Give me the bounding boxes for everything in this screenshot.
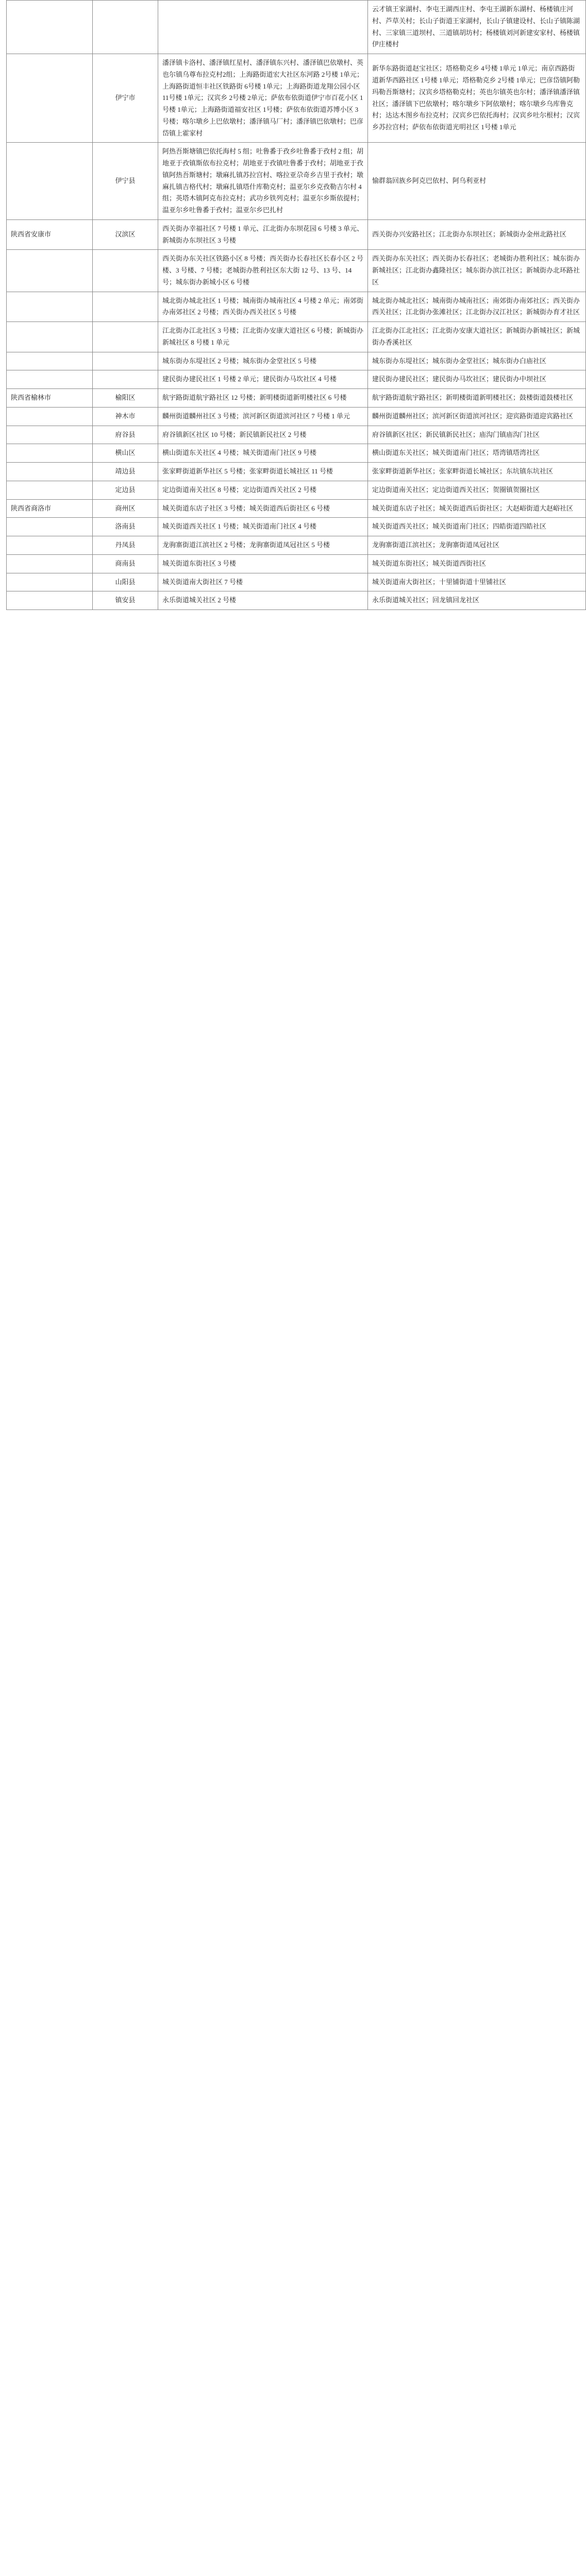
high-risk-cell: 城北街办城北社区 1 号楼；城南街办城南社区 4 号楼 2 单元；南郊街办南郊社区 2 号楼；西关街办西关社区 5 号楼 [158, 292, 368, 322]
county-cell: 汉滨区 [93, 219, 158, 250]
mid-risk-cell: 永乐街道城关社区；回龙镇回龙社区 [368, 591, 586, 610]
county-cell [93, 352, 158, 370]
county-cell: 山阳县 [93, 573, 158, 591]
region-cell [7, 322, 93, 352]
mid-risk-cell: 城关街道东店子社区；城关街道西后街社区；大赵峪街道大赵峪社区 [368, 499, 586, 518]
county-cell: 商州区 [93, 499, 158, 518]
high-risk-cell: 横山街道东关社区 4 号楼；城关街道南门社区 9 号楼 [158, 444, 368, 463]
risk-area-table [6, 0, 586, 610]
mid-risk-cell: 西关街办东关社区；西关街办长春社区；老城街办胜利社区；城东街办新城社区；江北街办鑫隆社区；城东街办滨江社区；新城街办北环路社区 [368, 250, 586, 292]
mid-risk-cell: 建民街办建民社区；建民街办马坎社区；建民街办中坝社区 [368, 370, 586, 389]
high-risk-cell: 龙驹寨街道江滨社区 2 号楼；龙驹寨街道凤冠社区 5 号楼 [158, 536, 368, 555]
mid-risk-cell: 张家畔街道新华社区；张家畔街道长城社区；东坑镇东坑社区 [368, 463, 586, 481]
county-cell [93, 250, 158, 292]
mid-risk-cell: 城北街办城北社区；城南街办城南社区；南郊街办南郊社区；西关街办西关社区；江北街办张滩社区；江北街办汉江社区；新城街办育才社区 [368, 292, 586, 322]
high-risk-cell: 府谷镇新区社区 10 号楼；新民镇新民社区 2 号楼 [158, 426, 368, 444]
mid-risk-cell: 江北街办江北社区；江北街办安康大道社区；新城街办新城社区；新城街办香溪社区 [368, 322, 586, 352]
high-risk-cell: 城关街道东街社区 3 号楼 [158, 554, 368, 573]
table-row [7, 444, 586, 463]
county-cell [93, 322, 158, 352]
mid-risk-cell: 城东街办东堤社区；城东街办金堂社区；城东街办白庙社区 [368, 352, 586, 370]
region-cell [7, 407, 93, 426]
region-cell [7, 463, 93, 481]
county-cell [93, 370, 158, 389]
mid-risk-cell: 定边街道南关社区；定边街道西关社区；贺圈镇贺圈社区 [368, 481, 586, 499]
high-risk-cell: 建民街办建民社区 1 号楼 2 单元；建民街办马坎社区 4 号楼 [158, 370, 368, 389]
region-cell [7, 518, 93, 536]
table-row [7, 143, 586, 220]
mid-risk-cell: 横山街道东关社区；城关街道南门社区；塔湾镇塔湾社区 [368, 444, 586, 463]
mid-risk-cell: 城关街道西关社区；城关街道南门社区；四皓街道四皓社区 [368, 518, 586, 536]
mid-risk-cell: 龙驹寨街道江滨社区；龙驹寨街道凤冠社区 [368, 536, 586, 555]
region-cell: 陕西省安康市 [7, 219, 93, 250]
mid-risk-cell: 西关街办兴安路社区；江北街办东坝社区；新城街办金州北路社区 [368, 219, 586, 250]
table-row [7, 426, 586, 444]
region-cell [7, 143, 93, 220]
county-cell: 靖边县 [93, 463, 158, 481]
region-cell [7, 536, 93, 555]
mid-risk-cell: 愉群翁回族乡阿克巴依村、阿乌利亚村 [368, 143, 586, 220]
table-row [7, 219, 586, 250]
table-row [7, 536, 586, 555]
table-row [7, 499, 586, 518]
table-row [7, 518, 586, 536]
high-risk-cell: 潘泽镇卡洛村、潘泽镇红星村、潘泽镇东兴村、潘泽镇巴依墩村、英也尔镇乌尊布拉克村2组；上海路街道宏大社区东河路 2号楼 1单元；上海路街道恒丰社区铁路街 6号楼 1单元；上海路街道龙翔公园小区 11号楼 1单元；汉宾乡 2号楼 2单元；萨依布依街道伊宁市百花小区 1号楼 1单元；上海路街道福安社区 1号楼；萨依布依街道苏博小区 3号楼；喀尔墩乡上巴依墩村；潘泽镇马厂村；潘泽镇巴依墩村；巴彦岱镇上霍家村 [158, 54, 368, 143]
high-risk-cell: 西关街办东关社区铁路小区 8 号楼；西关街办长春社区长春小区 2 号楼、3 号楼、7 号楼；老城街办胜利社区东大街 12 号、13 号、14 号；城东街办新城小区 6 号楼 [158, 250, 368, 292]
high-risk-cell: 麟州街道麟州社区 3 号楼；滨河新区街道滨河社区 7 号楼 1 单元 [158, 407, 368, 426]
county-cell: 丹凤县 [93, 536, 158, 555]
county-cell: 商南县 [93, 554, 158, 573]
county-cell: 定边县 [93, 481, 158, 499]
county-cell: 伊宁市 [93, 54, 158, 143]
county-cell: 神木市 [93, 407, 158, 426]
region-cell [7, 591, 93, 610]
county-cell [93, 292, 158, 322]
high-risk-cell: 张家畔街道新华社区 5 号楼；张家畔街道长城社区 11 号楼 [158, 463, 368, 481]
mid-risk-cell: 云才镇王家湖村、李屯王湖西庄村、李屯王湖新东湖村、杨楼镇庄河村、芦草关村；长山子街道王家湖村，长山子镇建设村、长山子镇陈湖村、三家镇三道坝村、三道镇胡坊村；杨楼镇刘河新建安家村、杨楼镇伊庄楼村 [368, 1, 586, 54]
region-cell: 陕西省商洛市 [7, 499, 93, 518]
region-cell: 陕西省榆林市 [7, 389, 93, 408]
high-risk-cell: 城关街道东店子社区 3 号楼；城关街道西后街社区 6 号楼 [158, 499, 368, 518]
table-row [7, 250, 586, 292]
table-row [7, 322, 586, 352]
region-cell [7, 573, 93, 591]
region-cell [7, 444, 93, 463]
region-cell [7, 54, 93, 143]
high-risk-cell [158, 1, 368, 54]
region-cell [7, 426, 93, 444]
mid-risk-cell: 城关街道东街社区；城关街道西街社区 [368, 554, 586, 573]
mid-risk-cell: 麟州街道麟州社区；滨河新区街道滨河社区；迎宾路街道迎宾路社区 [368, 407, 586, 426]
county-cell: 榆阳区 [93, 389, 158, 408]
county-cell [93, 1, 158, 54]
mid-risk-cell: 新华东路街道赵宝社区；塔格勒克乡 4号楼 1单元 1单元；南京西路街道新华西路社区 1号楼 1单元；塔格勒克乡 2号楼 1单元；巴彦岱镇阿勒玛勒吾斯塘村；汉宾乡塔格勒克村；英也尔镇英也尔村；潘泽镇潘泽镇社区；潘泽镇下巴依墩村；喀尔墩乡下阿依墩村；喀尔墩乡乌库鲁克村；达达木图乡布拉克村；汉宾乡巴依托海村；汉宾乡吐尔根村；汉宾乡苏拉宫村；萨依布依街道光明社区 1号楼 1单元 [368, 54, 586, 143]
table-row [7, 591, 586, 610]
mid-risk-cell: 城关街道南大街社区；十里铺街道十里铺社区 [368, 573, 586, 591]
region-cell [7, 481, 93, 499]
county-cell: 伊宁县 [93, 143, 158, 220]
table-row [7, 54, 586, 143]
high-risk-cell: 定边街道南关社区 8 号楼；定边街道西关社区 2 号楼 [158, 481, 368, 499]
mid-risk-cell: 府谷镇新区社区；新民镇新民社区；庙沟门镇庙沟门社区 [368, 426, 586, 444]
county-cell: 镇安县 [93, 591, 158, 610]
table-row [7, 554, 586, 573]
high-risk-cell: 江北街办江北社区 3 号楼；江北街办安康大道社区 6 号楼；新城街办新城社区 8 号楼 1 单元 [158, 322, 368, 352]
high-risk-cell: 西关街办幸福社区 7 号楼 1 单元、江北街办东坝花园 6 号楼 3 单元、新城街办东坝社区 3 号楼 [158, 219, 368, 250]
county-cell: 洛南县 [93, 518, 158, 536]
region-cell [7, 370, 93, 389]
high-risk-cell: 城关街道西关社区 1 号楼；城关街道南门社区 4 号楼 [158, 518, 368, 536]
table-row [7, 573, 586, 591]
region-cell [7, 352, 93, 370]
table-row [7, 463, 586, 481]
table-row [7, 389, 586, 408]
region-cell [7, 1, 93, 54]
table-row [7, 481, 586, 499]
mid-risk-cell: 航宇路街道航宇路社区；新明楼街道新明楼社区；鼓楼街道鼓楼社区 [368, 389, 586, 408]
risk-area-table-body [7, 1, 586, 610]
county-cell: 府谷县 [93, 426, 158, 444]
table-row [7, 352, 586, 370]
high-risk-cell: 阿热吾斯塘镇巴依托海村 5 组；吐鲁番于孜乡吐鲁番于孜村 2 组；胡地亚于孜镇斯依布拉克村；胡地亚于孜镇吐鲁番于孜村；胡地亚于孜镇阿热吾斯塘村；墩麻扎镇苏拉宫村、喀拉亚尕奇乡吉里于孜村；墩麻扎镇吉格代村；墩麻扎镇塔什库勒克村；温亚尔乡克孜勒吉尔村 4 组；英塔木镇阿克布拉克村；武功乡铁列克村；温亚尔乡斯依提村；温亚尔乡吐鲁番于孜村；温亚尔乡巴扎村 [158, 143, 368, 220]
table-row [7, 407, 586, 426]
high-risk-cell: 永乐街道城关社区 2 号楼 [158, 591, 368, 610]
high-risk-cell: 城东街办东堤社区 2 号楼；城东街办金堂社区 5 号楼 [158, 352, 368, 370]
region-cell [7, 554, 93, 573]
high-risk-cell: 城关街道南大街社区 7 号楼 [158, 573, 368, 591]
table-row [7, 1, 586, 54]
county-cell: 横山区 [93, 444, 158, 463]
region-cell [7, 292, 93, 322]
high-risk-cell: 航宇路街道航宇路社区 12 号楼；新明楼街道新明楼社区 6 号楼 [158, 389, 368, 408]
region-cell [7, 250, 93, 292]
table-row [7, 292, 586, 322]
table-row [7, 370, 586, 389]
